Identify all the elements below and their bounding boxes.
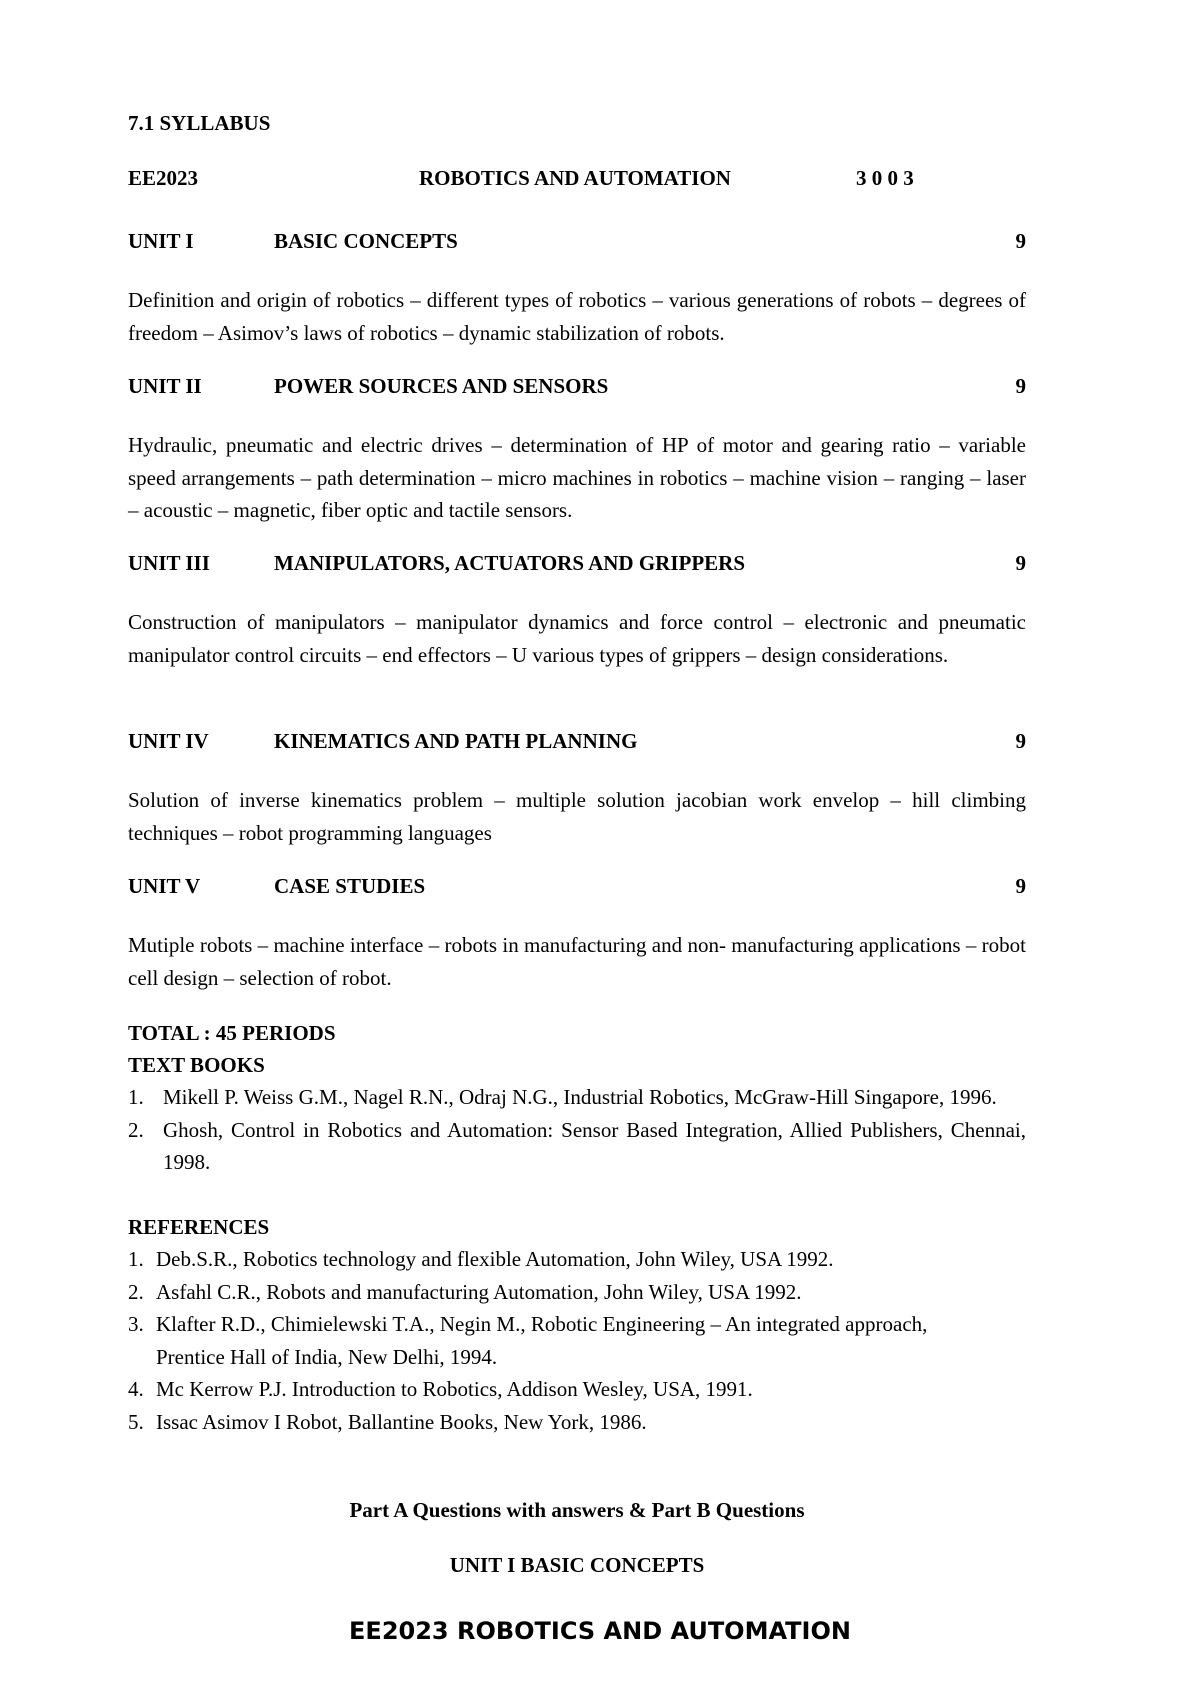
list-item: 1. Mikell P. Weiss G.M., Nagel R.N., Odraj N.G., Industrial Robotics, McGraw-Hill Singapore, 1996.	[128, 1085, 997, 1109]
unit-label: UNIT V	[128, 874, 201, 898]
list-item: 5. Issac Asimov I Robot, Ballantine Books, New York, 1986.	[128, 1409, 647, 1434]
unit-hours: 9	[1015, 729, 1026, 753]
text-books-heading: TEXT BOOKS	[128, 1053, 265, 1077]
unit-title: BASIC CONCEPTS	[274, 229, 458, 253]
text-books-list	[128, 1081, 1026, 1179]
list-item: 2. Asfahl C.R., Robots and manufacturing Automation, John Wiley, USA 1992.	[128, 1279, 802, 1304]
course-code: EE2023	[128, 166, 199, 190]
references-list	[128, 1243, 1026, 1438]
unit-title: POWER SOURCES AND SENSORS	[274, 374, 609, 398]
unit-title: CASE STUDIES	[274, 874, 426, 898]
part-heading: Part A Questions with answers & Part B Questions	[349, 1498, 805, 1522]
unit-label: UNIT III	[128, 551, 210, 575]
unit-title: KINEMATICS AND PATH PLANNING	[274, 729, 638, 753]
unit-heading: UNIT I BASIC CONCEPTS	[449, 1553, 705, 1577]
list-item: 4. Mc Kerrow P.J. Introduction to Robotics, Addison Wesley, USA, 1991.	[128, 1377, 753, 1401]
course-credits: 3 0 0 3	[856, 166, 914, 190]
unit-hours: 9	[1015, 551, 1026, 575]
references-heading: REFERENCES	[128, 1215, 270, 1239]
total-periods: TOTAL : 45 PERIODS	[128, 1021, 336, 1045]
page-footer: EE2023 ROBOTICS AND AUTOMATION	[349, 1617, 851, 1645]
list-item: 1. Deb.S.R., Robotics technology and flexible Automation, John Wiley, USA 1992.	[128, 1247, 834, 1271]
unit-label: UNIT IV	[128, 729, 209, 753]
unit-content: Hydraulic, pneumatic and electric drives – determination of HP of motor and gearing ratio – variable speed arrangements – path determination – micro machines in robotics – machine vision – ranging – laser – acoustic – magnetic, fiber optic and tactile sensors.	[128, 433, 1026, 522]
unit-hours: 9	[1015, 229, 1026, 253]
section-heading: 7.1 SYLLABUS	[128, 111, 271, 135]
unit-title: MANIPULATORS, ACTUATORS AND GRIPPERS	[274, 551, 746, 575]
document-page	[128, 0, 1026, 1698]
unit-content: Definition and origin of robotics – different types of robotics – various generations of robots – degrees of freedom – Asimov’s laws of robotics – dynamic stabilization of robots.	[128, 288, 1026, 345]
unit-hours: 9	[1015, 374, 1026, 398]
list-item: 2. Ghosh, Control in Robotics and Automation: Sensor Based Integration, Allied Publishers, Chennai, 1998.	[128, 1117, 1026, 1174]
unit-content: Construction of manipulators – manipulator dynamics and force control – electronic and pneumatic manipulator control circuits – end effectors – U various types of grippers – design considerations.	[128, 610, 1026, 667]
list-item: 3. Klafter R.D., Chimielewski T.A., Negin M., Robotic Engineering – An integrated approach, Prentice Hall of India, New Delhi, 1994.	[128, 1312, 928, 1369]
unit-label: UNIT I	[128, 229, 194, 253]
unit-content: Mutiple robots – machine interface – robots in manufacturing and non- manufacturing applications – robot cell design – selection of robot.	[128, 933, 1026, 990]
unit-content: Solution of inverse kinematics problem – multiple solution jacobian work envelop – hill climbing techniques – robot programming languages	[128, 788, 1026, 845]
unit-hours: 9	[1015, 874, 1026, 898]
course-title: ROBOTICS AND AUTOMATION	[419, 166, 731, 190]
unit-label: UNIT II	[128, 374, 202, 398]
